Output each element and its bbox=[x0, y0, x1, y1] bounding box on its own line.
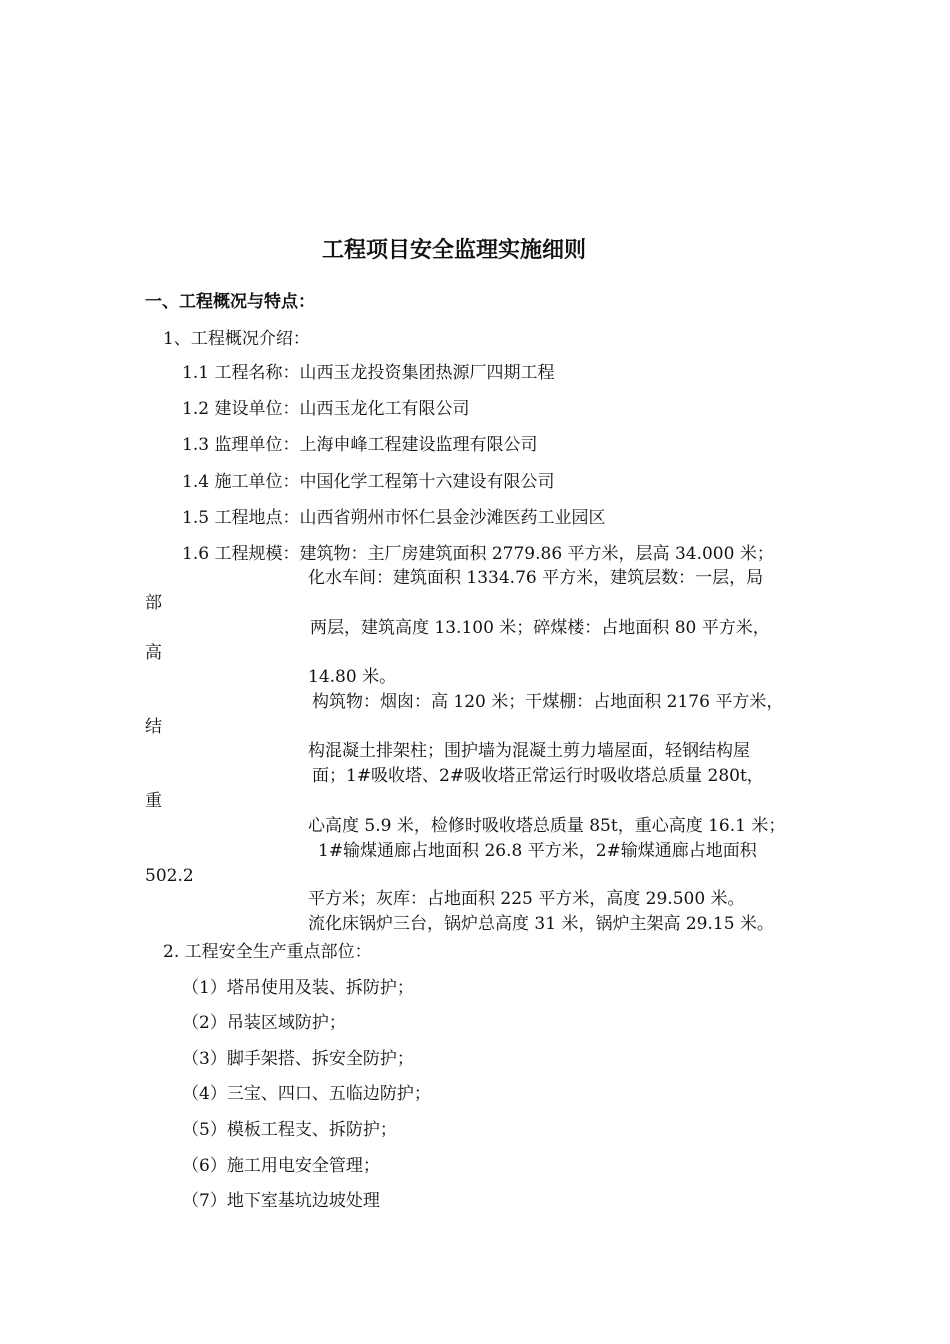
list-item: （1）塔吊使用及装、拆防护； bbox=[182, 978, 414, 998]
scale-line: 1.6 工程规模：建筑物：主厂房建筑面积 2779.86 平方米，层高 34.000 米； bbox=[182, 544, 774, 564]
scale-line: 14.80 米。 bbox=[308, 667, 397, 687]
scale-wrap-char: 重 bbox=[145, 791, 162, 811]
scale-wrap-char: 502.2 bbox=[145, 866, 194, 886]
list-item: （7）地下室基坑边坡处理 bbox=[182, 1191, 380, 1211]
list-item: （6）施工用电安全管理； bbox=[182, 1156, 380, 1176]
scale-line: 平方米；灰库：占地面积 225 平方米，高度 29.500 米。 bbox=[308, 889, 745, 909]
document-title: 工程项目安全监理实施细则 bbox=[322, 238, 587, 263]
section-heading: 一、工程概况与特点： bbox=[145, 292, 315, 312]
scale-line: 构混凝土排架柱；围护墙为混凝土剪力墙屋面，轻钢结构屋 bbox=[308, 741, 750, 761]
info-owner: 1.2 建设单位：山西玉龙化工有限公司 bbox=[182, 399, 470, 419]
scale-line: 构筑物：烟囱：高 120 米；干煤棚：占地面积 2176 平方米， bbox=[312, 692, 784, 712]
scale-line: 1#输煤通廊占地面积 26.8 平方米，2#输煤通廊占地面积 bbox=[318, 841, 757, 861]
scale-wrap-char: 部 bbox=[145, 593, 162, 613]
info-project-name: 1.1 工程名称：山西玉龙投资集团热源厂四期工程 bbox=[182, 363, 555, 383]
scale-wrap-char: 结 bbox=[145, 717, 162, 737]
scale-line: 流化床锅炉三台，锅炉总高度 31 米，锅炉主架高 29.15 米。 bbox=[308, 914, 774, 934]
scale-wrap-char: 高 bbox=[145, 643, 162, 663]
info-contractor: 1.4 施工单位：中国化学工程第十六建设有限公司 bbox=[182, 472, 555, 492]
info-location: 1.5 工程地点：山西省朔州市怀仁县金沙滩医药工业园区 bbox=[182, 508, 606, 528]
list-item: （4）三宝、四口、五临边防护； bbox=[182, 1084, 431, 1104]
scale-line: 面；1#吸收塔、2#吸收塔正常运行时吸收塔总质量 280t， bbox=[312, 766, 764, 786]
list-item: （3）脚手架搭、拆安全防护； bbox=[182, 1049, 414, 1069]
scale-line: 两层，建筑高度 13.100 米；碎煤楼：占地面积 80 平方米， bbox=[310, 618, 770, 638]
list-item: （2）吊装区域防护； bbox=[182, 1013, 346, 1033]
info-supervisor: 1.3 监理单位：上海申峰工程建设监理有限公司 bbox=[182, 435, 538, 455]
scale-line: 化水车间：建筑面积 1334.76 平方米，建筑层数：一层，局 bbox=[308, 568, 764, 588]
subsection-heading: 2. 工程安全生产重点部位： bbox=[163, 942, 372, 962]
scale-line: 心高度 5.9 米，检修时吸收塔总质量 85t，重心高度 16.1 米； bbox=[308, 816, 786, 836]
list-item: （5）模板工程支、拆防护； bbox=[182, 1120, 397, 1140]
subsection-heading: 1、工程概况介绍： bbox=[163, 329, 310, 349]
